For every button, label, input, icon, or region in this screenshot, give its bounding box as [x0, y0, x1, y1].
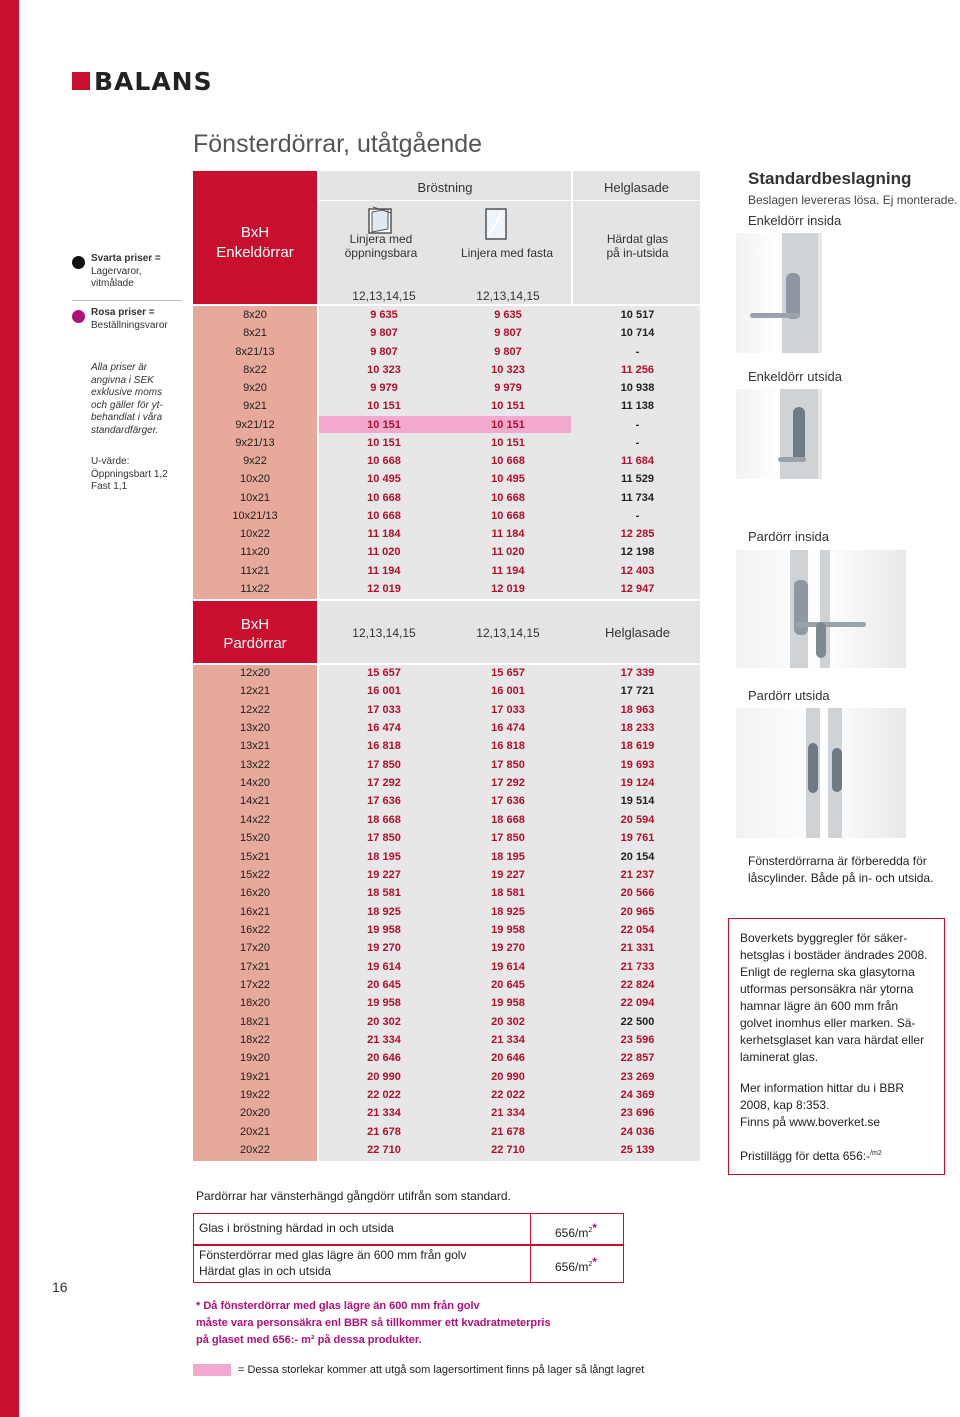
price-cell-fixed: 10 668	[491, 455, 525, 467]
option1-divider	[530, 1213, 531, 1245]
price-cell-helglasad: 19 693	[620, 758, 655, 771]
size-cell: 15x21	[240, 850, 270, 863]
u-value-line: U-värde:	[91, 456, 130, 467]
price-cell-openable: 9 807	[370, 327, 398, 340]
price-cell-fixed: 17 292	[491, 777, 525, 790]
size-cell: 10x22	[240, 528, 270, 540]
bbr-line: utformas personsäkra när ytorna	[740, 982, 914, 996]
price-cell-helglasad: 12 947	[620, 582, 655, 595]
price-cell-fixed: 20 645	[491, 978, 525, 991]
price-cell-fixed: 20 302	[491, 1015, 525, 1028]
price-cell-fixed: 15 657	[491, 667, 525, 679]
price-cell-fixed: 19 227	[491, 868, 525, 881]
size-cell: 16x21	[240, 905, 270, 918]
photo-enkeldorr-insida	[736, 233, 822, 353]
price-cell-fixed: 9 807	[494, 345, 522, 358]
price-cell-fixed: 10 151	[491, 418, 525, 431]
bbr-line: hetsglas i bostäder ändrades 2008.	[740, 948, 928, 962]
price-cell-openable: 21 678	[367, 1125, 401, 1138]
price-cell-openable: 10 668	[367, 509, 401, 522]
price-cell-fixed: 16 001	[491, 685, 525, 698]
price-cell-helglasad: 12 198	[620, 546, 655, 559]
table2-header-type	[193, 601, 317, 663]
size-cell: 14x20	[240, 777, 270, 790]
size-cell: 19x21	[240, 1070, 270, 1083]
photo-pardorr-utsida	[736, 708, 906, 838]
size-cell: 10x20	[240, 473, 270, 486]
price-cell-openable: 22 022	[367, 1089, 401, 1102]
price-cell-openable: 19 270	[367, 942, 401, 955]
price-cell-fixed: 22 710	[491, 1144, 525, 1157]
price-cell-helglasad: -	[635, 509, 640, 522]
size-cell: 19x20	[240, 1052, 270, 1065]
price-cell-helglasad: 20 154	[620, 850, 655, 863]
price-cell-helglasad: 17 721	[620, 685, 655, 698]
option2-price	[555, 1255, 597, 1274]
size-cell: 16x22	[240, 923, 270, 936]
price-cell-openable: 19 958	[367, 997, 401, 1010]
price-cell-openable: 18 925	[367, 905, 401, 918]
price-cell-fixed: 17 850	[491, 832, 525, 845]
price-cell-openable: 9 635	[370, 309, 398, 321]
bbr-more-line: Mer information hittar du i BBR	[740, 1081, 905, 1095]
price-cell-helglasad: 19 124	[620, 777, 655, 790]
price-cell-openable: 9 807	[370, 345, 398, 358]
price-cell-fixed: 22 022	[491, 1089, 525, 1102]
page-title: Fönsterdörrar, utåtgående	[193, 130, 483, 158]
price-cell-openable: 17 292	[367, 777, 401, 790]
legend-pink-label: Rosa priser =	[91, 307, 155, 318]
price-cell-helglasad: 18 963	[620, 703, 655, 716]
size-cell: 15x20	[240, 832, 270, 845]
price-cell-helglasad: 10 517	[620, 309, 655, 321]
price-cell-openable: 21 334	[367, 1107, 401, 1120]
price-cell-fixed: 19 614	[491, 960, 525, 973]
option1-star: *	[592, 1221, 597, 1235]
price-cell-fixed: 10 668	[491, 491, 525, 504]
warning-line: på glaset med 656:- m² på dessa produkter.	[196, 1334, 422, 1346]
price-cell-helglasad: 20 965	[620, 905, 655, 918]
price-cell-openable: 20 645	[367, 978, 401, 991]
price-cell-helglasad: 22 094	[620, 997, 655, 1010]
bbr-line: Boverkets byggregler för säker-	[740, 931, 908, 945]
size-cell: 20x20	[240, 1107, 270, 1120]
price-cell-fixed: 12 019	[491, 582, 525, 595]
note-line: exklusive moms	[91, 387, 163, 398]
note-line: Alla priser är	[91, 362, 148, 373]
price-cell-openable: 17 850	[367, 832, 401, 845]
size-cell: 13x20	[240, 722, 270, 735]
price-cell-fixed: 21 678	[491, 1125, 525, 1138]
photo3-caption: Pardörr insida	[748, 529, 829, 544]
size-cell: 8x21/13	[235, 345, 275, 358]
price-cell-openable: 10 668	[367, 455, 401, 467]
price-cell-fixed: 21 334	[491, 1034, 525, 1046]
u-value-note	[91, 456, 168, 494]
price-cell-fixed: 10 495	[491, 473, 525, 486]
price-cell-fixed: 11 194	[491, 564, 525, 577]
size-cell: 9x20	[243, 382, 267, 394]
legend-black-desc2: vitmålade	[91, 278, 134, 289]
option1-price-value: 656/m	[555, 1226, 589, 1240]
warning-line: måste vara personsäkra enl BBR så tillkommer ett kvadratmeterpris	[196, 1317, 551, 1329]
note-line: angivna i SEK	[91, 374, 154, 386]
price-cell-fixed: 16 818	[491, 740, 525, 753]
fixed-window-icon	[484, 207, 508, 241]
price-cell-helglasad: -	[635, 436, 640, 449]
price-cell-helglasad: 11 529	[620, 473, 655, 486]
price-cell-fixed: 10 151	[491, 400, 525, 413]
col3-header-line1: Härdat glas	[606, 232, 669, 246]
t2-col3-header: Helglasade	[604, 625, 671, 640]
legend-black	[91, 253, 161, 291]
size-cell: 9x22	[243, 455, 267, 467]
price-cell-openable: 10 151	[367, 436, 401, 449]
warning-text	[196, 1298, 551, 1349]
price-cell-openable: 17 636	[367, 795, 401, 808]
size-cell: 16x20	[240, 887, 270, 900]
price-cell-openable: 19 227	[367, 868, 401, 881]
size-cell: 9x21	[243, 400, 267, 413]
cylinder-note	[748, 853, 933, 887]
size-cell: 18x22	[240, 1034, 270, 1046]
option2-star: *	[592, 1255, 597, 1269]
pink-dot-icon	[72, 310, 85, 323]
bbr-line: kerhetsglaset kan vara härdat eller	[740, 1033, 925, 1047]
size-cell: 12x21	[240, 685, 270, 698]
price-cell-openable: 18 668	[367, 813, 401, 826]
black-dot-icon	[72, 256, 85, 269]
size-cell: 14x22	[240, 813, 270, 826]
price-cell-openable: 10 668	[367, 491, 401, 504]
size-cell: 9x21/13	[235, 436, 275, 449]
price-cell-openable: 15 657	[367, 667, 401, 679]
price-cell-fixed: 18 581	[491, 887, 525, 900]
price-cell-openable: 20 990	[367, 1070, 401, 1083]
pink-swatch	[193, 1364, 231, 1376]
page-number: 16	[52, 1279, 68, 1295]
size-cell: 12x22	[240, 703, 270, 716]
t2-col1-header: 12,13,14,15	[352, 626, 416, 640]
option2-label-line1: Fönsterdörrar med glas lägre än 600 mm från golv	[199, 1248, 467, 1262]
logo-text: BALANS	[94, 66, 213, 96]
price-cell-openable: 22 710	[367, 1144, 401, 1157]
price-cell-openable: 16 001	[367, 685, 401, 698]
photo1-caption: Enkeldörr insida	[748, 213, 842, 228]
u-value-line: Fast 1,1	[91, 481, 128, 492]
size-cell: 15x22	[240, 868, 270, 881]
price-cell-helglasad: 21 733	[620, 960, 655, 973]
bbr-link[interactable]: Finns på www.boverket.se	[740, 1115, 881, 1129]
price-cell-openable: 11 184	[367, 528, 401, 540]
pardorr-note: Pardörrar har vänsterhängd gångdörr utifrån som standard.	[196, 1189, 511, 1203]
price-cell-openable: 17 850	[367, 758, 401, 771]
price-cell-openable: 9 979	[370, 382, 398, 394]
price-cell-openable: 17 033	[367, 703, 401, 716]
price-cell-fixed: 9 807	[494, 327, 522, 340]
option1-price	[555, 1221, 597, 1240]
price-cell-fixed: 18 668	[491, 813, 525, 826]
surcharge-unit: /m2	[870, 1150, 882, 1157]
type-label: Enkeldörrar	[216, 244, 294, 261]
price-cell-fixed: 11 020	[491, 546, 525, 559]
surcharge-line	[740, 1145, 927, 1165]
photo4-caption: Pardörr utsida	[748, 688, 830, 703]
price-cell-openable: 10 151	[367, 400, 401, 413]
legend-divider	[72, 300, 182, 301]
size-cell: 13x21	[240, 740, 270, 753]
size-cell: 10x21	[240, 491, 270, 504]
brand-side-bar	[0, 0, 19, 1417]
legend-black-desc1: Lagervaror,	[91, 265, 142, 277]
bxh-label-2: BxH	[240, 616, 270, 633]
size-cell: 11x21	[240, 564, 270, 577]
price-cell-helglasad: 18 233	[620, 722, 655, 735]
bbr-more-line: 2008, kap 8:353.	[740, 1098, 830, 1112]
price-cell-openable: 16 474	[367, 722, 401, 735]
bbr-line: Enligt de reglerna ska glasytorna	[740, 965, 915, 979]
price-cell-helglasad: 24 036	[620, 1125, 655, 1138]
col3-header-line2: på in-utsida	[606, 246, 669, 260]
price-cell-helglasad: 21 331	[620, 942, 655, 955]
size-cell: 19x22	[240, 1089, 270, 1102]
size-cell: 14x21	[240, 795, 270, 808]
price-cell-fixed: 20 990	[491, 1070, 525, 1083]
warning-line: * Då fönsterdörrar med glas lägre än 600 mm från golv	[196, 1300, 480, 1312]
price-cell-fixed: 19 958	[491, 997, 525, 1010]
bbr-line: laminerat glas.	[740, 1050, 819, 1064]
price-cell-helglasad: 11 734	[620, 491, 655, 504]
size-cell: 20x22	[240, 1144, 270, 1157]
type-label-2: Pardörrar	[223, 635, 287, 652]
price-cell-openable: 10 323	[367, 363, 401, 376]
price-cell-helglasad: 10 938	[620, 382, 655, 394]
price-cell-fixed: 17 850	[491, 758, 525, 771]
price-cell-openable: 11 020	[367, 546, 401, 559]
col1-header-line2: öppningsbara	[344, 246, 418, 260]
price-cell-helglasad: 19 761	[620, 832, 655, 845]
price-cell-openable: 12 019	[367, 582, 401, 595]
size-cell: 18x20	[240, 997, 270, 1010]
price-cell-helglasad: 19 514	[620, 795, 655, 808]
size-cell: 9x21/12	[235, 418, 275, 431]
price-cell-fixed: 10 668	[491, 509, 525, 522]
price-cell-openable: 20 646	[367, 1052, 401, 1065]
note-line: behandlat i våra	[91, 412, 163, 423]
col1-header-line1: Linjera med	[349, 232, 413, 246]
photo-enkeldorr-utsida	[736, 389, 822, 479]
size-cell: 12x20	[240, 667, 270, 679]
option2-label	[199, 1247, 466, 1279]
option1-sup: 2	[588, 1227, 593, 1234]
option2-label-line2: Härdat glas in och utsida	[199, 1264, 332, 1278]
price-cell-openable: 18 195	[367, 850, 401, 863]
photo2-caption: Enkeldörr utsida	[748, 369, 842, 384]
price-cell-fixed: 9 979	[494, 382, 522, 394]
size-cell: 17x20	[240, 942, 270, 955]
price-cell-fixed: 17 033	[491, 703, 525, 716]
option1-label: Glas i bröstning härdad in och utsida	[199, 1221, 394, 1235]
col1-colors: 12,13,14,15	[352, 289, 416, 303]
price-cell-fixed: 16 474	[491, 722, 525, 735]
note-line: standardfärger.	[91, 424, 159, 436]
price-cell-helglasad: 11 256	[620, 363, 655, 376]
u-value-line: Öppningsbart 1,2	[91, 468, 168, 480]
size-cell: 8x21	[243, 327, 267, 340]
price-cell-fixed: 11 184	[491, 528, 525, 540]
price-cell-helglasad: 17 339	[620, 667, 655, 679]
price-cell-helglasad: -	[635, 345, 640, 358]
size-cell: 18x21	[240, 1015, 270, 1028]
price-cell-helglasad: 21 237	[620, 868, 655, 881]
size-cell: 17x22	[240, 978, 270, 991]
swatch-legend-text: = Dessa storlekar kommer att utgå som lagersortiment finns på lager så långt lagret	[238, 1364, 645, 1376]
legend-price-note	[91, 362, 163, 437]
table1-header-type	[193, 171, 317, 304]
legend-pink-desc: Beställningsvaror	[91, 319, 168, 331]
balans-logo	[72, 66, 213, 96]
size-cell: 20x21	[240, 1125, 270, 1138]
col2-header: Linjera med fasta	[460, 246, 554, 260]
price-cell-openable: 16 818	[367, 740, 401, 753]
price-cell-fixed: 18 925	[491, 905, 525, 918]
bbr-line: golvet inomhus eller marken. Sä-	[740, 1016, 916, 1030]
price-cell-helglasad: 24 369	[620, 1089, 655, 1102]
size-cell: 11x20	[240, 546, 270, 559]
bxh-label: BxH	[240, 224, 270, 241]
openable-window-icon	[367, 205, 395, 235]
price-cell-helglasad: 10 714	[620, 327, 655, 340]
price-cell-helglasad: 22 857	[620, 1052, 655, 1065]
price-cell-helglasad: 22 054	[620, 923, 655, 936]
price-cell-openable: 18 581	[367, 887, 401, 900]
option2-divider	[530, 1245, 531, 1283]
legend-pink	[91, 307, 168, 332]
price-cell-fixed: 10 323	[491, 363, 525, 376]
col3-header	[575, 232, 700, 260]
size-cell: 17x21	[240, 960, 270, 973]
t2-col2-header: 12,13,14,15	[476, 626, 540, 640]
price-cell-helglasad: 20 594	[620, 813, 655, 826]
note-line: och gäller för yt-	[91, 399, 163, 411]
price-cell-helglasad: 18 619	[620, 740, 655, 753]
price-cell-helglasad: 23 269	[620, 1070, 655, 1083]
option2-price-value: 656/m	[555, 1260, 589, 1274]
price-cell-helglasad: 25 139	[620, 1144, 655, 1157]
price-cell-openable: 10 151	[367, 418, 401, 431]
price-cell-fixed: 19 270	[491, 942, 525, 955]
price-cell-openable: 19 958	[367, 923, 401, 936]
surcharge-text: Pristillägg för detta 656:-	[740, 1149, 871, 1163]
header-divider	[319, 200, 700, 201]
price-cell-helglasad: 20 566	[620, 887, 655, 900]
size-cell: 11x22	[240, 582, 270, 595]
size-cell: 13x22	[240, 758, 270, 771]
size-cell: 8x22	[243, 363, 267, 376]
price-cell-openable: 10 495	[367, 473, 401, 486]
price-cell-helglasad: 12 285	[620, 528, 655, 540]
price-cell-helglasad: 23 696	[620, 1107, 655, 1120]
logo-square-icon	[72, 72, 90, 90]
price-cell-fixed: 9 635	[494, 309, 522, 321]
price-cell-openable: 11 194	[367, 564, 401, 577]
price-cell-helglasad: 11 138	[620, 400, 655, 413]
price-cell-fixed: 17 636	[491, 795, 525, 808]
price-cell-helglasad: 22 500	[620, 1015, 655, 1028]
hardware-note: Beslagen levereras lösa. Ej monterade.	[748, 193, 958, 207]
size-cell: 10x21/13	[232, 509, 278, 522]
price-cell-fixed: 21 334	[491, 1107, 525, 1120]
option2-sup: 2	[588, 1261, 593, 1268]
price-cell-fixed: 20 646	[491, 1052, 525, 1065]
price-cell-helglasad: 12 403	[620, 564, 655, 577]
col2-colors: 12,13,14,15	[476, 289, 540, 303]
price-cell-openable: 21 334	[367, 1034, 401, 1046]
standard-hardware-heading: Standardbeslagning	[748, 169, 912, 188]
price-cell-openable: 19 614	[367, 960, 401, 973]
photo-pardorr-insida	[736, 550, 906, 668]
price-cell-fixed: 10 151	[491, 436, 525, 449]
price-cell-fixed: 19 958	[491, 923, 525, 936]
helglasade-label: Helglasade	[603, 180, 670, 195]
legend-black-label: Svarta priser =	[91, 253, 161, 264]
size-cell: 8x20	[243, 309, 267, 321]
brostning-label: Bröstning	[417, 180, 473, 195]
col1-header	[326, 232, 436, 260]
bbr-line: hamnar lägre än 600 mm från	[740, 999, 899, 1013]
price-cell-openable: 20 302	[367, 1015, 401, 1028]
price-cell-helglasad: -	[635, 418, 640, 431]
price-cell-helglasad: 23 596	[620, 1034, 655, 1046]
bbr-info-text	[740, 930, 927, 1165]
price-cell-helglasad: 22 824	[620, 978, 655, 991]
price-cell-fixed: 18 195	[491, 850, 525, 863]
cylinder-note-line1: Fönsterdörrarna är förberedda för	[748, 854, 927, 868]
price-cell-helglasad: 11 684	[620, 455, 655, 467]
cylinder-note-line2: låscylinder. Både på in- och utsida.	[748, 871, 934, 885]
